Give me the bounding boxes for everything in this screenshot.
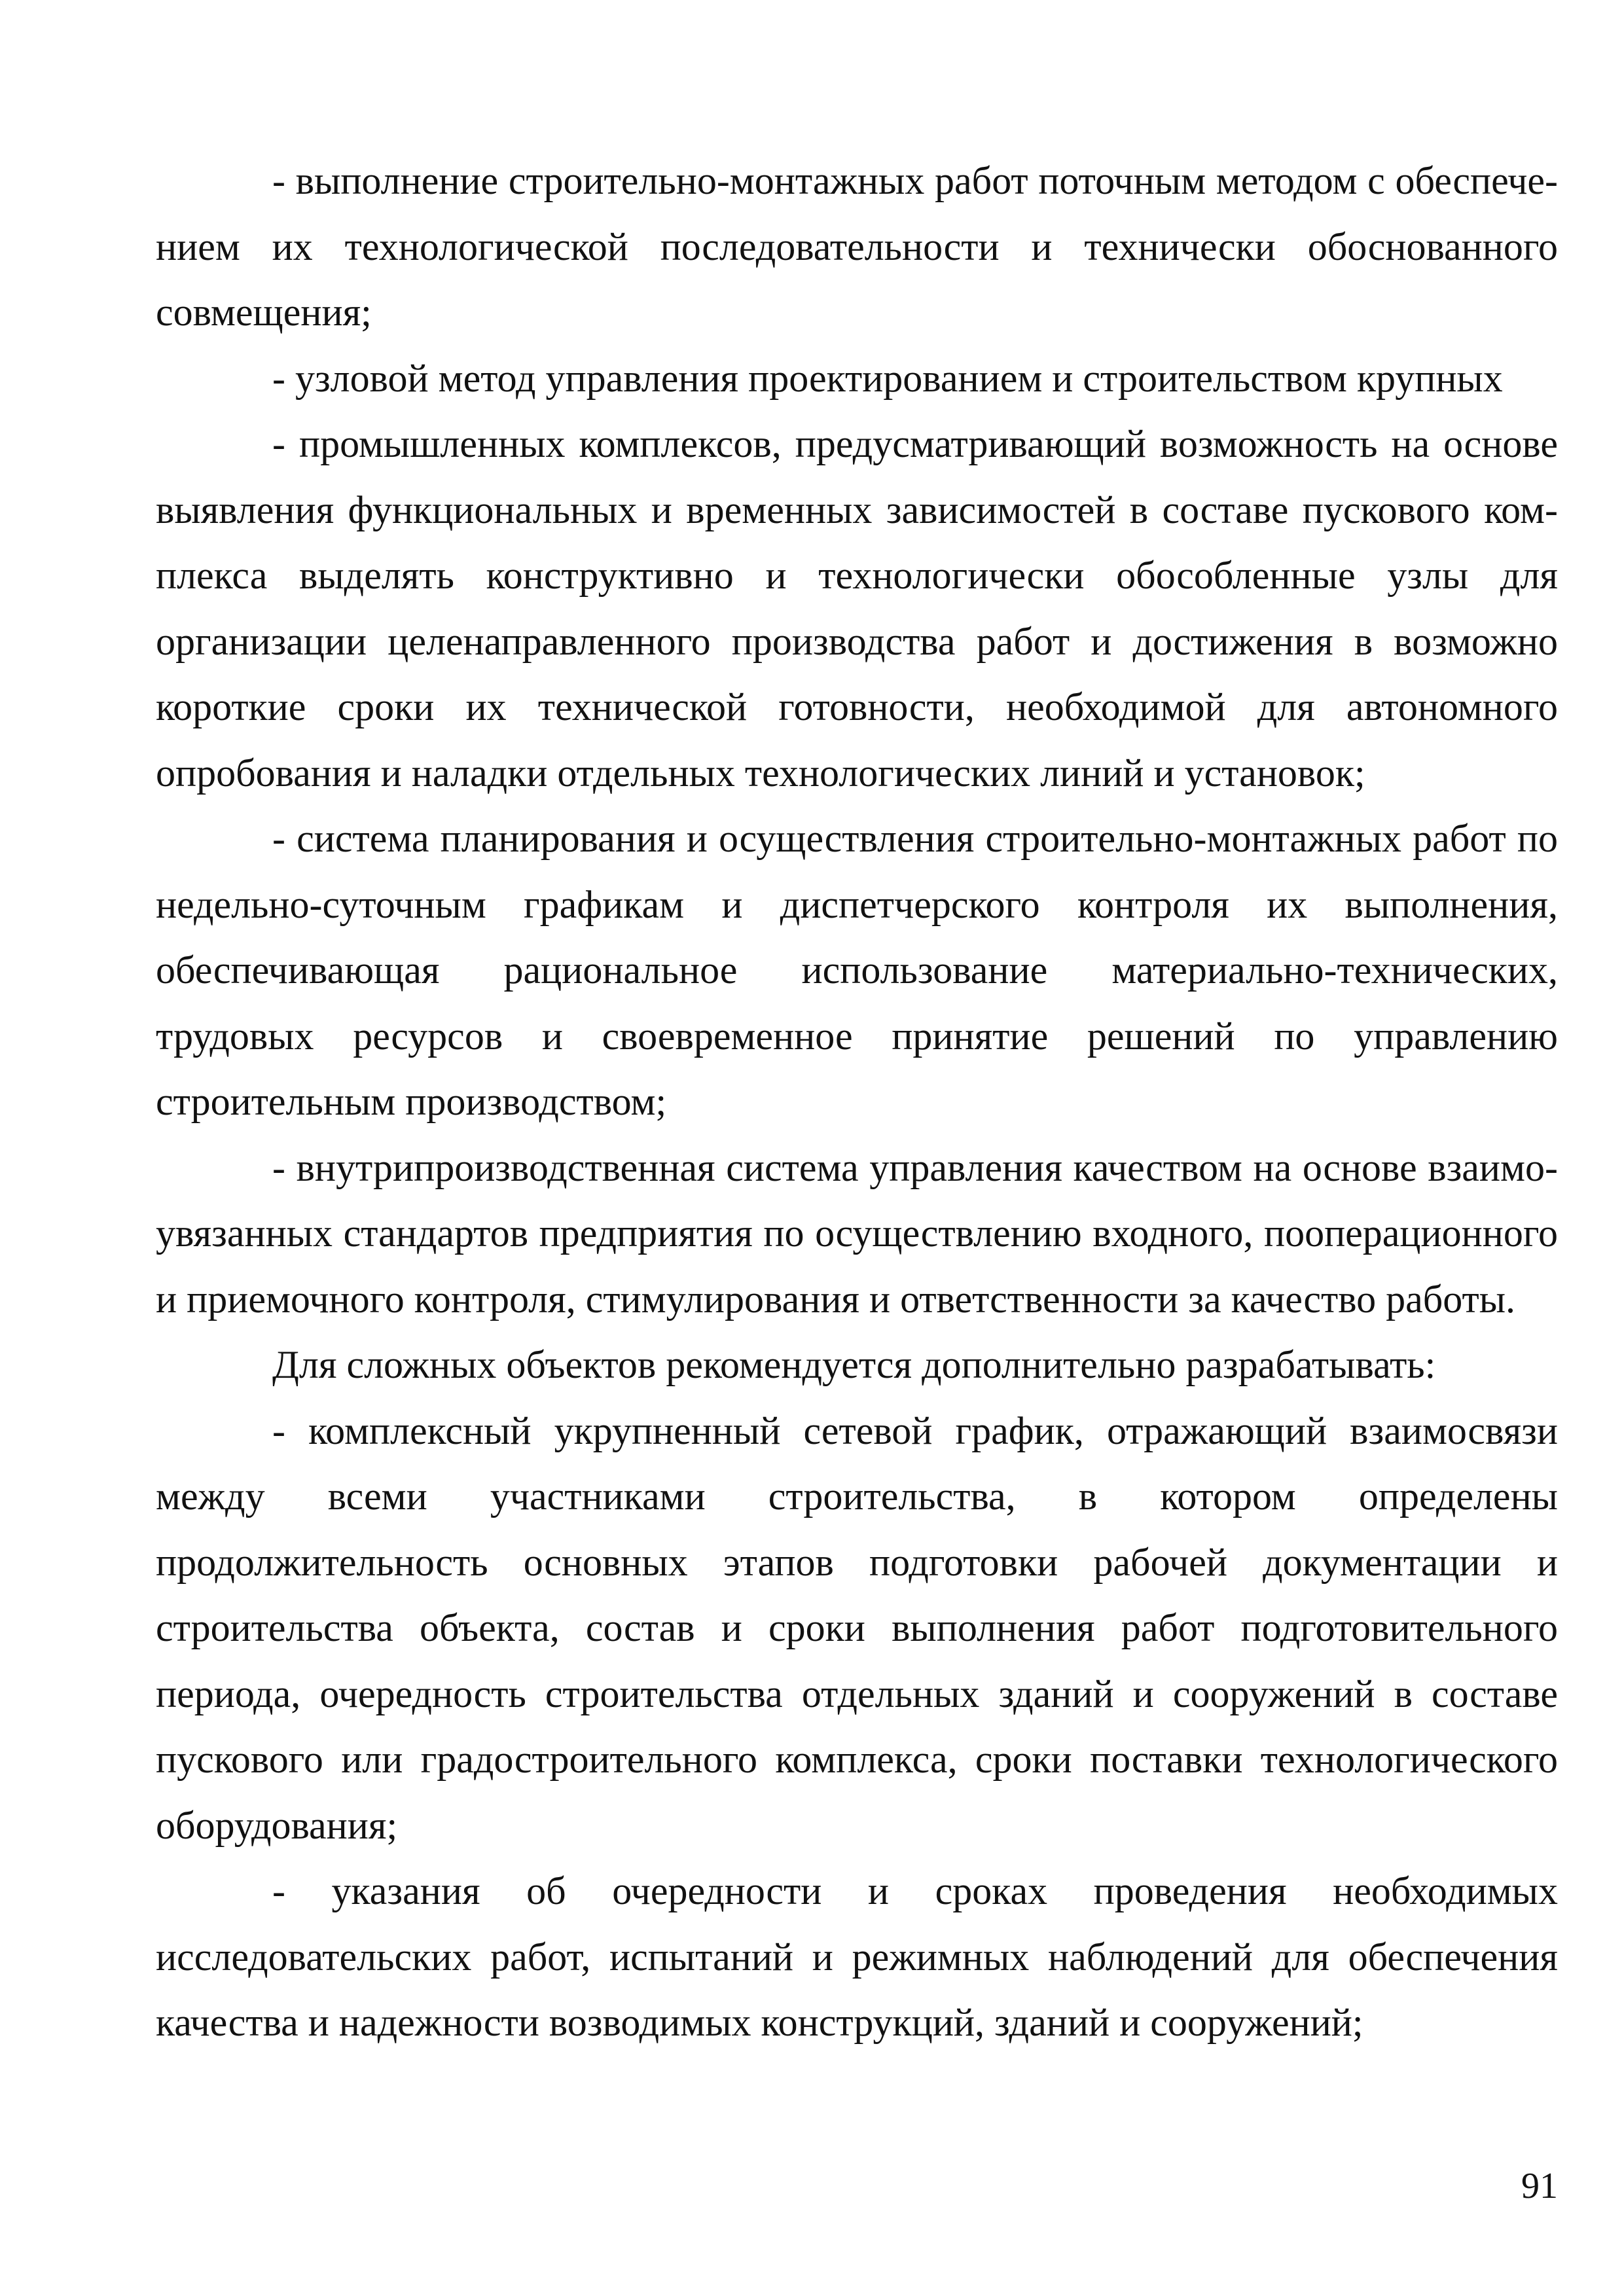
paragraph-network-schedule: - комплексный укрупненный сетевой график, отражающий взаимосвязи между всеми участниками строительства, в котором определены продолжительность основных этапов подготовки рабочей документации и строительства объекта, состав и сроки выполнения работ подготовительного периода, очередность строительства отдельных зданий и сооружений в составе пускового или градостроительного комплекса, сроки поставки технологического оборудования; bbox=[156, 1408, 1558, 1847]
paragraph-node-method: - узловой метод управления проектированием и строительством крупных bbox=[272, 356, 1503, 400]
paragraph-industrial-complexes: - промышленных комплексов, предусматривающий возможность на основе выявления функциональных и временных зависимостей в составе пускового комплекса выделять конструктивно и технологически обособленные узлы для организации целенаправленного производства работ и достижения в возможно короткие сроки их технической готовности, необходимой для автономного опробования и наладки отдельных технологических линий и установок; bbox=[156, 422, 1558, 795]
page-number: 91 bbox=[1521, 2166, 1558, 2206]
paragraph-complex-objects-intro: Для сложных объектов рекомендуется дополнительно разрабатывать: bbox=[272, 1343, 1436, 1386]
paragraph-flow-method: - выполнение строительно-монтажных работ поточным методом с обеспечением их технологической последовательности и технически обоснованного совмещения; bbox=[156, 159, 1558, 334]
paragraph-quality-system: - внутрипроизводственная система управления качеством на основе взаимоувязанных стандартов предприятия по осуществлению входного, пооперационного и приемочного контроля, стимулирования и ответственности за качество работы. bbox=[156, 1145, 1558, 1321]
paragraph-research-instructions: - указания об очередности и сроках проведения необходимых исследовательских работ, испытаний и режимных наблюдений для обеспечения качества и надежности возводимых конструкций, зданий и сооружений; bbox=[156, 1869, 1558, 2044]
body-text bbox=[156, 148, 1558, 2056]
paragraph-planning-system: - система планирования и осуществления строительно-монтажных работ по недельно-суточным графикам и диспетчерского контроля их выполнения, обеспечивающая рациональное использование материально-технических, трудовых ресурсов и своевременное принятие решений по управлению строительным производством; bbox=[156, 817, 1558, 1123]
